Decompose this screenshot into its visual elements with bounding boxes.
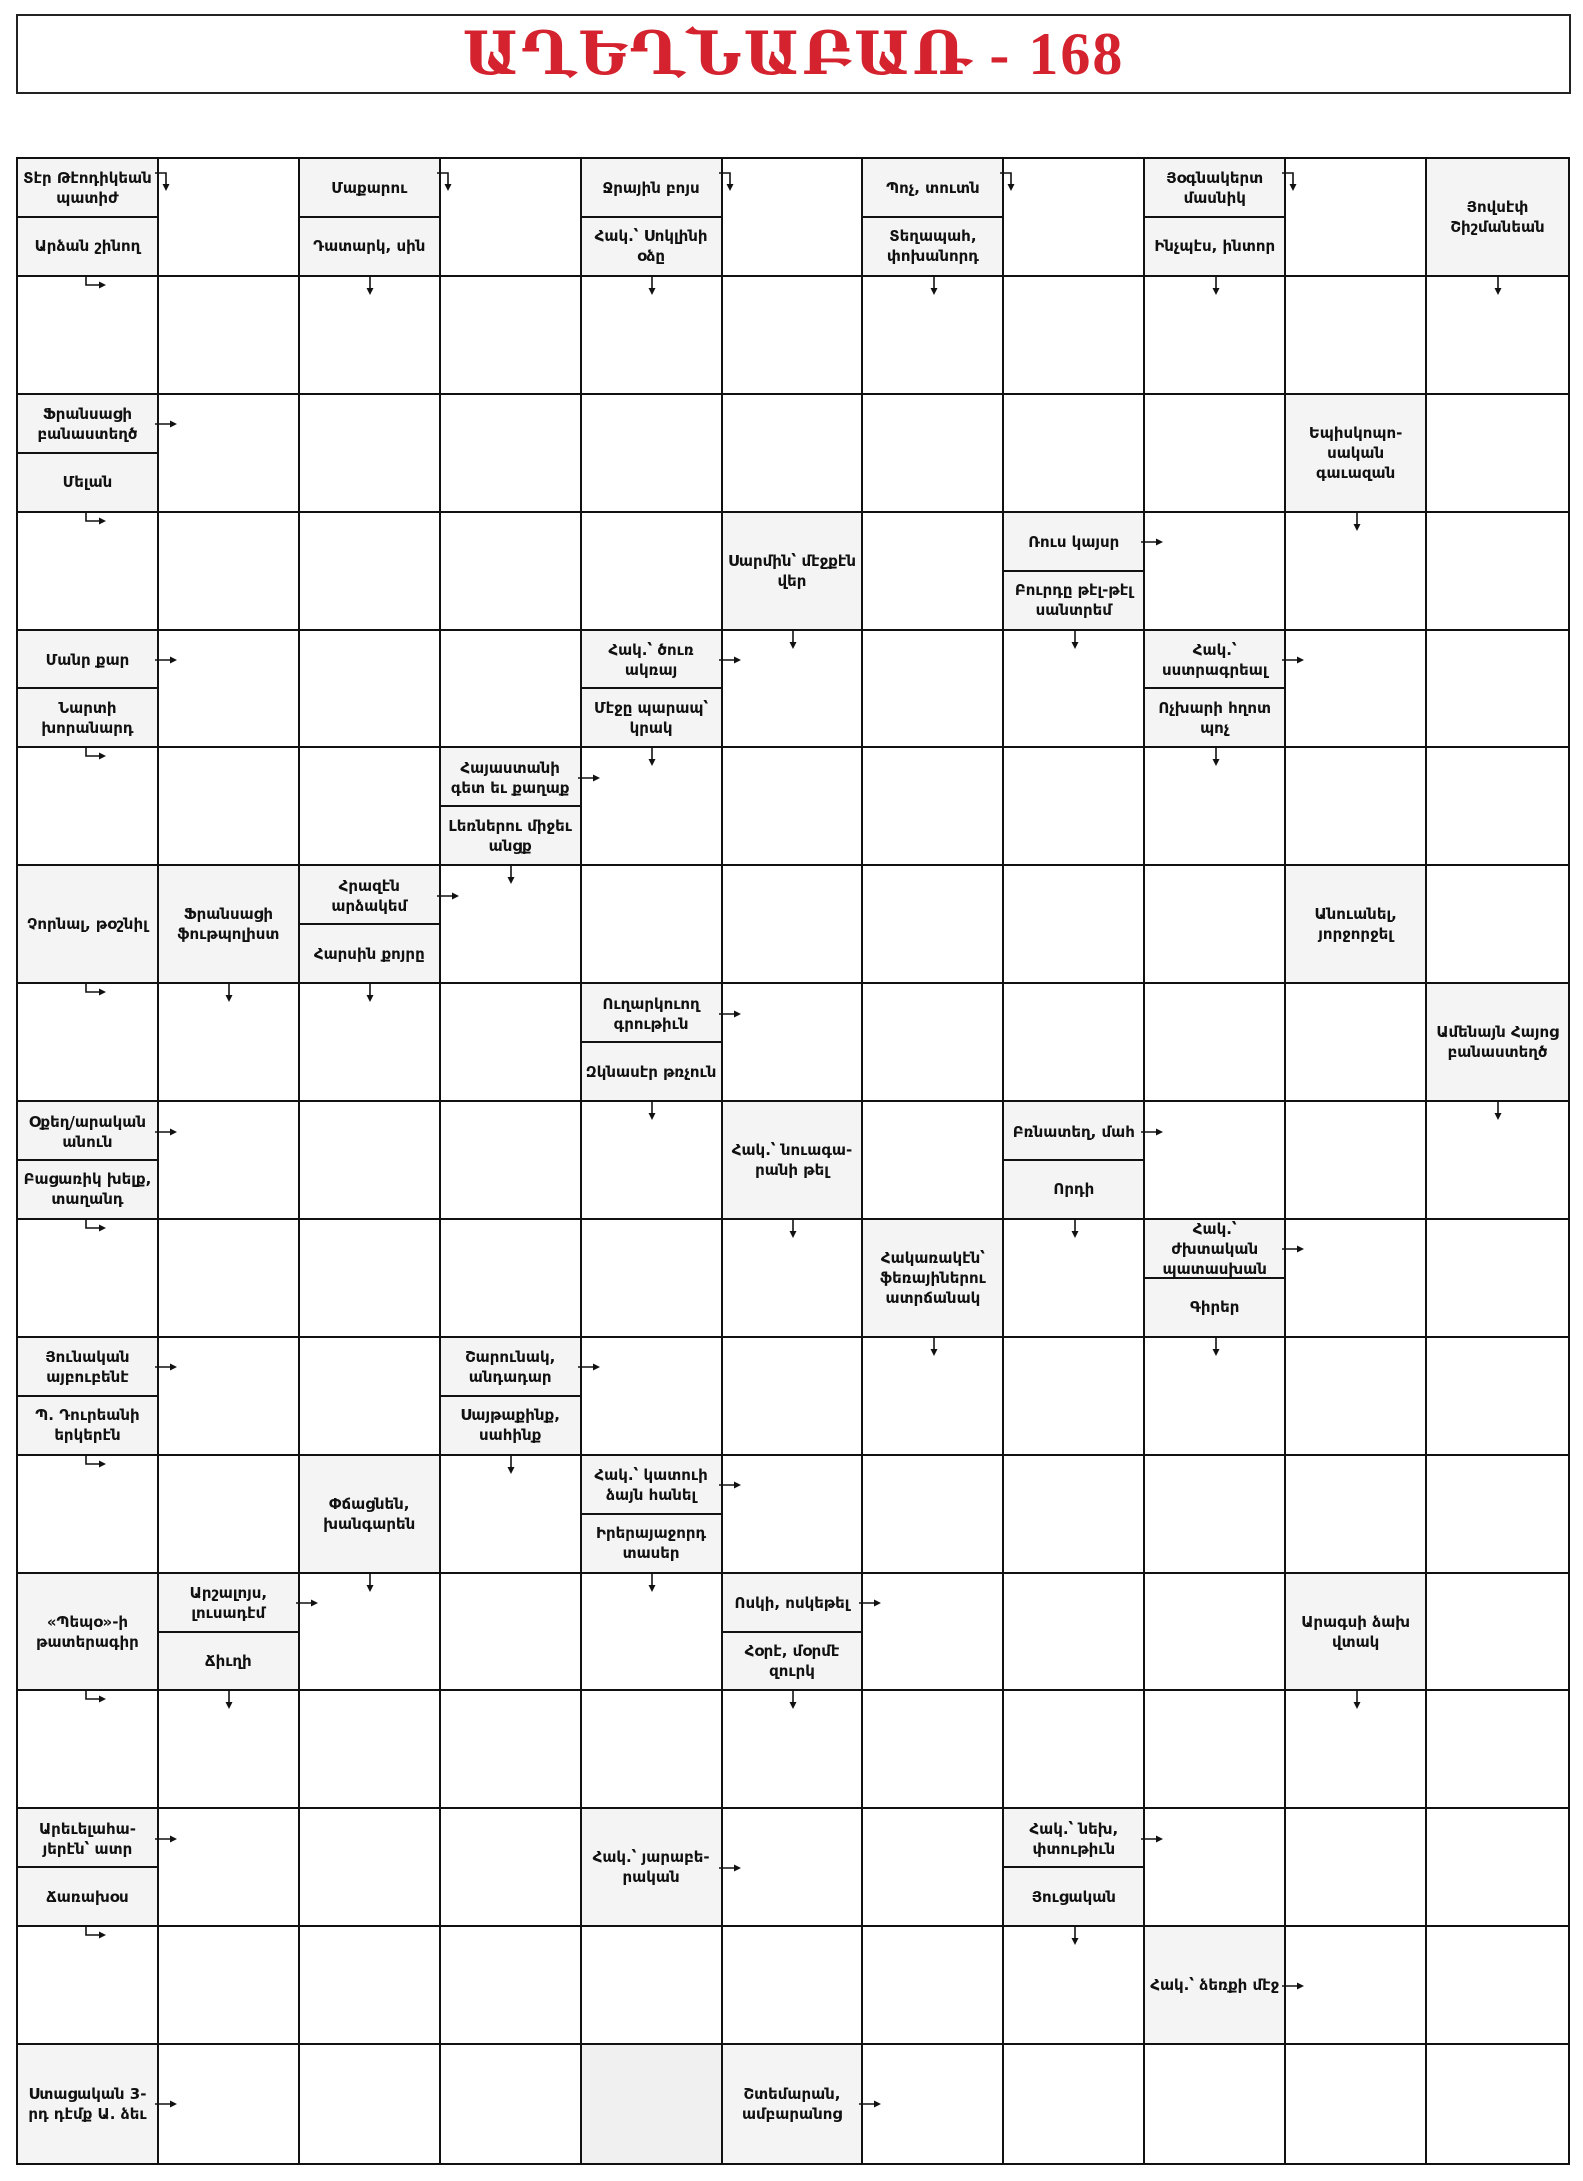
answer-cell[interactable] <box>582 1220 723 1338</box>
clue-text-top: Տէր Թէոդիկեան պատիժ <box>23 169 152 208</box>
clue-text-bottom: Դատարկ, սին <box>300 216 439 275</box>
answer-cell[interactable] <box>1286 1338 1427 1456</box>
clue-text: Ստացական 3-րդ դէմք Ա. ձեւ <box>28 2085 147 2124</box>
answer-cell[interactable] <box>1145 1574 1286 1692</box>
answer-cell[interactable] <box>863 1691 1004 1809</box>
clue-cell <box>582 631 723 749</box>
answer-cell[interactable] <box>582 513 723 631</box>
answer-cell[interactable] <box>582 277 723 395</box>
answer-cell[interactable] <box>300 1809 441 1927</box>
answer-cell[interactable] <box>1004 159 1145 277</box>
answer-cell[interactable] <box>1427 1809 1568 1927</box>
clue-cell <box>159 1574 300 1692</box>
clue-text-bottom: Բուրդը թէլ-թէլ սանտրեմ <box>1004 570 1143 629</box>
clue-cell <box>723 513 864 631</box>
answer-cell[interactable] <box>300 1338 441 1456</box>
answer-cell[interactable] <box>723 1691 864 1809</box>
answer-cell[interactable] <box>582 1102 723 1220</box>
answer-cell[interactable] <box>1286 277 1427 395</box>
clue-text-bottom: Զկնասէր թռչուն <box>582 1041 721 1100</box>
answer-cell[interactable] <box>723 1809 864 1927</box>
clue-cell <box>1004 1102 1145 1220</box>
answer-cell[interactable] <box>723 748 864 866</box>
answer-cell[interactable] <box>863 1574 1004 1692</box>
clue-text: Յովսէփ Շիշմանեան <box>1450 197 1545 236</box>
answer-cell[interactable] <box>300 513 441 631</box>
clue-text-bottom: Մէջը պարապ՝ կրակ <box>582 687 721 746</box>
answer-cell[interactable] <box>582 1338 723 1456</box>
answer-cell[interactable] <box>1286 984 1427 1102</box>
answer-cell[interactable] <box>441 1574 582 1692</box>
clue-cell <box>300 159 441 277</box>
clue-text: Հակ.՝ յարաբե-րական <box>592 1848 710 1887</box>
clue-text-top: Ջրային բոյս <box>602 179 700 198</box>
clue-cell <box>1145 1927 1286 2045</box>
clue-cell <box>1145 1220 1286 1338</box>
answer-cell[interactable] <box>723 984 864 1102</box>
clue-text-top: Ֆրանսացի բանաստեղծ <box>37 405 138 444</box>
clue-text: Հակ.՝ ձեռքի մէջ <box>1150 1976 1280 1995</box>
clue-text-bottom: Պ. Դուրեանի երկերէն <box>18 1395 157 1454</box>
answer-cell[interactable] <box>1145 395 1286 513</box>
answer-cell[interactable] <box>1427 1220 1568 1338</box>
answer-cell[interactable] <box>159 1456 300 1574</box>
clue-text-bottom: Ոչխարի հղոտ պոչ <box>1145 687 1284 746</box>
answer-cell[interactable] <box>582 1691 723 1809</box>
answer-cell[interactable] <box>1004 748 1145 866</box>
clue-text: Սարմին՝ մէջքէն վեր <box>727 551 857 590</box>
clue-text-top: Հակ.՝ նեխ, փտութիւն <box>1029 1819 1119 1858</box>
answer-cell[interactable] <box>1427 1574 1568 1692</box>
answer-cell[interactable] <box>863 1809 1004 1927</box>
answer-cell[interactable] <box>300 984 441 1102</box>
clue-cell <box>1427 984 1568 1102</box>
answer-cell[interactable] <box>1145 2045 1286 2163</box>
clue-cell <box>18 1574 159 1692</box>
crossword-grid <box>16 157 1570 2165</box>
answer-cell[interactable] <box>1004 631 1145 749</box>
answer-cell[interactable] <box>159 1220 300 1338</box>
clue-cell <box>1286 866 1427 984</box>
clue-text: Փճացնեն, խանգարեն <box>323 1494 416 1533</box>
clue-text: Հակ.՝ նուագա-րանի թել <box>731 1140 853 1179</box>
answer-cell[interactable] <box>300 1927 441 2045</box>
clue-cell <box>863 1220 1004 1338</box>
clue-text-bottom: Հակ.՝ Սոկլինի օձը <box>582 216 721 275</box>
clue-cell <box>723 1102 864 1220</box>
clue-cell <box>18 866 159 984</box>
clue-text-bottom: Յուցական <box>1004 1866 1143 1925</box>
answer-cell[interactable] <box>18 1456 159 1574</box>
clue-cell <box>1004 513 1145 631</box>
clue-text-top: Հակ.՝ կատուի ձայն հանել <box>594 1466 708 1505</box>
answer-cell[interactable] <box>1145 1338 1286 1456</box>
clue-text-bottom: Սայթաքինք, սահինք <box>441 1395 580 1454</box>
clue-text: «Պեպօ»-ի թատերագիր <box>36 1612 139 1651</box>
answer-cell[interactable] <box>1286 1691 1427 1809</box>
answer-cell[interactable] <box>1004 2045 1145 2163</box>
clue-text-top: Հայաստանի գետ եւ քաղաք <box>450 758 570 797</box>
answer-cell[interactable] <box>1004 395 1145 513</box>
clue-cell <box>18 2045 159 2163</box>
answer-cell[interactable] <box>863 866 1004 984</box>
clue-text-bottom: Հօրէ, մօրմէ զուրկ <box>723 1631 862 1690</box>
answer-cell[interactable] <box>300 277 441 395</box>
answer-cell[interactable] <box>159 984 300 1102</box>
answer-cell[interactable] <box>1427 395 1568 513</box>
answer-cell[interactable] <box>1286 513 1427 631</box>
answer-cell[interactable] <box>863 1927 1004 2045</box>
answer-cell[interactable] <box>1145 748 1286 866</box>
clue-cell <box>582 1456 723 1574</box>
answer-cell[interactable] <box>1286 1809 1427 1927</box>
answer-cell[interactable] <box>441 1809 582 1927</box>
answer-cell[interactable] <box>1286 2045 1427 2163</box>
answer-cell[interactable] <box>441 1220 582 1338</box>
clue-text: Արագսի ձախ վտակ <box>1301 1612 1411 1651</box>
clue-text-top: Մաքարու <box>331 179 408 198</box>
answer-cell[interactable] <box>159 1102 300 1220</box>
clue-text-bottom: Հարսին քոյրը <box>300 923 439 982</box>
answer-cell[interactable] <box>159 1927 300 2045</box>
answer-cell[interactable] <box>300 631 441 749</box>
answer-cell[interactable] <box>723 1456 864 1574</box>
clue-cell <box>1145 159 1286 277</box>
answer-cell[interactable] <box>1004 1220 1145 1338</box>
clue-text-top: Արեւելահա-յերէն՝ ատր <box>38 1819 136 1858</box>
clue-cell <box>18 159 159 277</box>
answer-cell[interactable] <box>723 1220 864 1338</box>
answer-cell[interactable] <box>18 1220 159 1338</box>
answer-cell[interactable] <box>1145 1456 1286 1574</box>
clue-cell <box>1145 631 1286 749</box>
answer-cell[interactable] <box>723 866 864 984</box>
answer-cell[interactable] <box>441 513 582 631</box>
answer-cell[interactable] <box>18 984 159 1102</box>
answer-cell[interactable] <box>1427 866 1568 984</box>
clue-text-bottom: Ինչպէս, ինտոր <box>1145 216 1284 275</box>
clue-text-top: Ուղարկուող գրութիւն <box>602 994 700 1033</box>
answer-cell[interactable] <box>1286 748 1427 866</box>
answer-cell[interactable] <box>159 2045 300 2163</box>
clue-cell <box>159 866 300 984</box>
answer-cell[interactable] <box>1427 1691 1568 1809</box>
clue-cell <box>863 159 1004 277</box>
answer-cell[interactable] <box>441 866 582 984</box>
answer-cell[interactable] <box>441 159 582 277</box>
clue-text: Ֆրանսացի ֆութպոլիստ <box>177 905 280 944</box>
title-banner <box>16 14 1571 94</box>
answer-cell[interactable] <box>441 1456 582 1574</box>
answer-cell[interactable] <box>300 1220 441 1338</box>
answer-cell[interactable] <box>1145 277 1286 395</box>
answer-cell[interactable] <box>1004 1691 1145 1809</box>
answer-cell[interactable] <box>1286 1927 1427 2045</box>
clue-text-bottom: Լեռներու միջեւ անցք <box>441 805 580 864</box>
clue-cell <box>723 2045 864 2163</box>
clue-text: Ամենայն Հայոց բանաստեղծ <box>1436 1023 1559 1062</box>
answer-cell[interactable] <box>582 748 723 866</box>
answer-cell[interactable] <box>723 395 864 513</box>
answer-cell[interactable] <box>1004 1927 1145 2045</box>
clue-text-top: Հակ.՝ ծուռ ակռայ <box>608 640 694 679</box>
answer-cell[interactable] <box>1286 631 1427 749</box>
answer-cell[interactable] <box>863 1338 1004 1456</box>
answer-cell[interactable] <box>863 513 1004 631</box>
clue-text-top: Արշալոյս, լուսադէմ <box>189 1584 268 1623</box>
answer-cell[interactable] <box>441 2045 582 2163</box>
answer-cell[interactable] <box>159 748 300 866</box>
clue-text-bottom: Նարտի խորանարդ <box>18 687 157 746</box>
answer-cell[interactable] <box>300 1102 441 1220</box>
answer-cell[interactable] <box>441 277 582 395</box>
answer-cell[interactable] <box>441 395 582 513</box>
answer-cell[interactable] <box>18 1927 159 2045</box>
answer-cell[interactable] <box>1145 1102 1286 1220</box>
clue-cell <box>582 1809 723 1927</box>
clue-cell <box>1004 1809 1145 1927</box>
clue-text: Շտեմարան, ամբարանոց <box>741 2085 843 2124</box>
clue-text-top: Հակ.՝ ժխտական պատասխան <box>1162 1220 1267 1279</box>
answer-cell[interactable] <box>1427 631 1568 749</box>
answer-cell[interactable] <box>1427 1927 1568 2045</box>
clue-cell <box>582 159 723 277</box>
answer-cell[interactable] <box>582 866 723 984</box>
answer-cell[interactable] <box>1004 866 1145 984</box>
answer-cell[interactable] <box>441 1691 582 1809</box>
answer-cell[interactable] <box>300 2045 441 2163</box>
clue-cell <box>441 1338 582 1456</box>
answer-cell[interactable] <box>1145 1809 1286 1927</box>
answer-cell[interactable] <box>1427 513 1568 631</box>
answer-cell[interactable] <box>441 1927 582 2045</box>
answer-cell[interactable] <box>159 513 300 631</box>
answer-cell[interactable] <box>18 1691 159 1809</box>
answer-cell[interactable] <box>441 631 582 749</box>
answer-cell[interactable] <box>863 984 1004 1102</box>
clue-text-top: Հակ.՝ սստրագրեալ <box>1161 640 1268 679</box>
answer-cell[interactable] <box>863 631 1004 749</box>
answer-cell[interactable] <box>1427 1338 1568 1456</box>
answer-cell[interactable] <box>1004 1338 1145 1456</box>
page-title: ԱՂԵՂՆԱԲԱՌ - 168 <box>462 21 1125 87</box>
answer-cell[interactable] <box>18 277 159 395</box>
clue-text-bottom: Արձան շինող <box>18 216 157 275</box>
answer-cell[interactable] <box>863 1102 1004 1220</box>
answer-cell[interactable] <box>1004 984 1145 1102</box>
answer-cell[interactable] <box>1145 1691 1286 1809</box>
answer-cell[interactable] <box>1145 513 1286 631</box>
clue-text-bottom: Որդի <box>1004 1159 1143 1218</box>
clue-cell <box>1286 395 1427 513</box>
answer-cell[interactable] <box>300 748 441 866</box>
answer-cell[interactable] <box>723 1927 864 2045</box>
answer-cell[interactable] <box>300 1691 441 1809</box>
clue-text: Հակառակէն՝ ֆեռայիներու ատրճանակ <box>879 1248 986 1307</box>
clue-cell <box>18 1102 159 1220</box>
answer-cell[interactable] <box>863 748 1004 866</box>
answer-cell[interactable] <box>159 631 300 749</box>
answer-cell[interactable] <box>723 631 864 749</box>
clue-text-bottom: Տեղապահ, փոխանորդ <box>863 216 1002 275</box>
clue-text: Չորնալ, թօշնիլ <box>27 915 148 934</box>
clue-cell <box>441 748 582 866</box>
clue-text-top: Յունական այբուբենէ <box>45 1348 130 1387</box>
answer-cell[interactable] <box>1286 1456 1427 1574</box>
clue-text-top: Պոչ, տուտն <box>886 179 980 198</box>
answer-cell[interactable] <box>159 159 300 277</box>
answer-cell[interactable] <box>159 395 300 513</box>
answer-cell[interactable] <box>300 395 441 513</box>
clue-cell <box>18 631 159 749</box>
clue-cell <box>1286 1574 1427 1692</box>
clue-text-top: Մանր քար <box>45 650 130 669</box>
answer-cell[interactable] <box>441 984 582 1102</box>
clue-text-bottom: Բացառիկ խելք, տաղանդ <box>18 1159 157 1218</box>
clue-cell <box>582 984 723 1102</box>
clue-cell <box>300 1456 441 1574</box>
answer-cell[interactable] <box>300 1574 441 1692</box>
clue-cell <box>18 395 159 513</box>
answer-cell[interactable] <box>863 395 1004 513</box>
answer-cell[interactable] <box>159 1691 300 1809</box>
clue-text-top: Շարունակ, անդադար <box>465 1348 556 1387</box>
clue-text-top: Բռնատեղ, մահ <box>1012 1122 1135 1141</box>
answer-cell[interactable] <box>863 1456 1004 1574</box>
clue-text-top: Հրազէն արձակեմ <box>331 876 408 915</box>
clue-text-top: Օքեղ/արական անուն <box>28 1112 146 1151</box>
answer-cell[interactable] <box>1286 1220 1427 1338</box>
clue-cell <box>18 1809 159 1927</box>
answer-cell[interactable] <box>18 513 159 631</box>
answer-cell[interactable] <box>582 2045 723 2163</box>
answer-cell[interactable] <box>159 1338 300 1456</box>
answer-cell[interactable] <box>1004 1574 1145 1692</box>
clue-text-bottom: Գիրեր <box>1145 1277 1284 1336</box>
answer-cell[interactable] <box>1145 984 1286 1102</box>
clue-cell <box>18 1338 159 1456</box>
answer-cell[interactable] <box>159 277 300 395</box>
clue-cell <box>1427 159 1568 277</box>
answer-cell[interactable] <box>863 277 1004 395</box>
answer-cell[interactable] <box>582 1927 723 2045</box>
answer-cell[interactable] <box>159 1809 300 1927</box>
answer-cell[interactable] <box>582 1574 723 1692</box>
answer-cell[interactable] <box>1427 748 1568 866</box>
answer-cell[interactable] <box>18 748 159 866</box>
answer-cell[interactable] <box>1004 1456 1145 1574</box>
answer-cell[interactable] <box>1427 2045 1568 2163</box>
clue-text-bottom: Իրերայաջորդ տասեր <box>582 1513 721 1572</box>
answer-cell[interactable] <box>1004 277 1145 395</box>
clue-text-bottom: Ճիւղի <box>159 1631 298 1690</box>
answer-cell[interactable] <box>863 2045 1004 2163</box>
answer-cell[interactable] <box>1427 277 1568 395</box>
answer-cell[interactable] <box>723 277 864 395</box>
answer-cell[interactable] <box>1286 159 1427 277</box>
answer-cell[interactable] <box>1427 1456 1568 1574</box>
clue-text-top: Ռուս կայսր <box>1028 533 1120 552</box>
clue-text-top: Ոսկի, ոսկեթել <box>734 1594 850 1613</box>
clue-cell <box>300 866 441 984</box>
answer-cell[interactable] <box>441 1102 582 1220</box>
answer-cell[interactable] <box>582 395 723 513</box>
answer-cell[interactable] <box>723 159 864 277</box>
clue-text: Անուանել, յորջորջել <box>1314 905 1397 944</box>
answer-cell[interactable] <box>1286 1102 1427 1220</box>
clue-text-bottom: Ճառախօս <box>18 1866 157 1925</box>
clue-cell <box>723 1574 864 1692</box>
answer-cell[interactable] <box>1427 1102 1568 1220</box>
clue-text: Եպիսկոպո-սական գաւազան <box>1308 423 1403 482</box>
answer-cell[interactable] <box>723 1338 864 1456</box>
clue-text-bottom: Մելան <box>18 452 157 511</box>
answer-cell[interactable] <box>1145 866 1286 984</box>
clue-text-top: Յօգնակերտ մասնիկ <box>1166 169 1264 208</box>
